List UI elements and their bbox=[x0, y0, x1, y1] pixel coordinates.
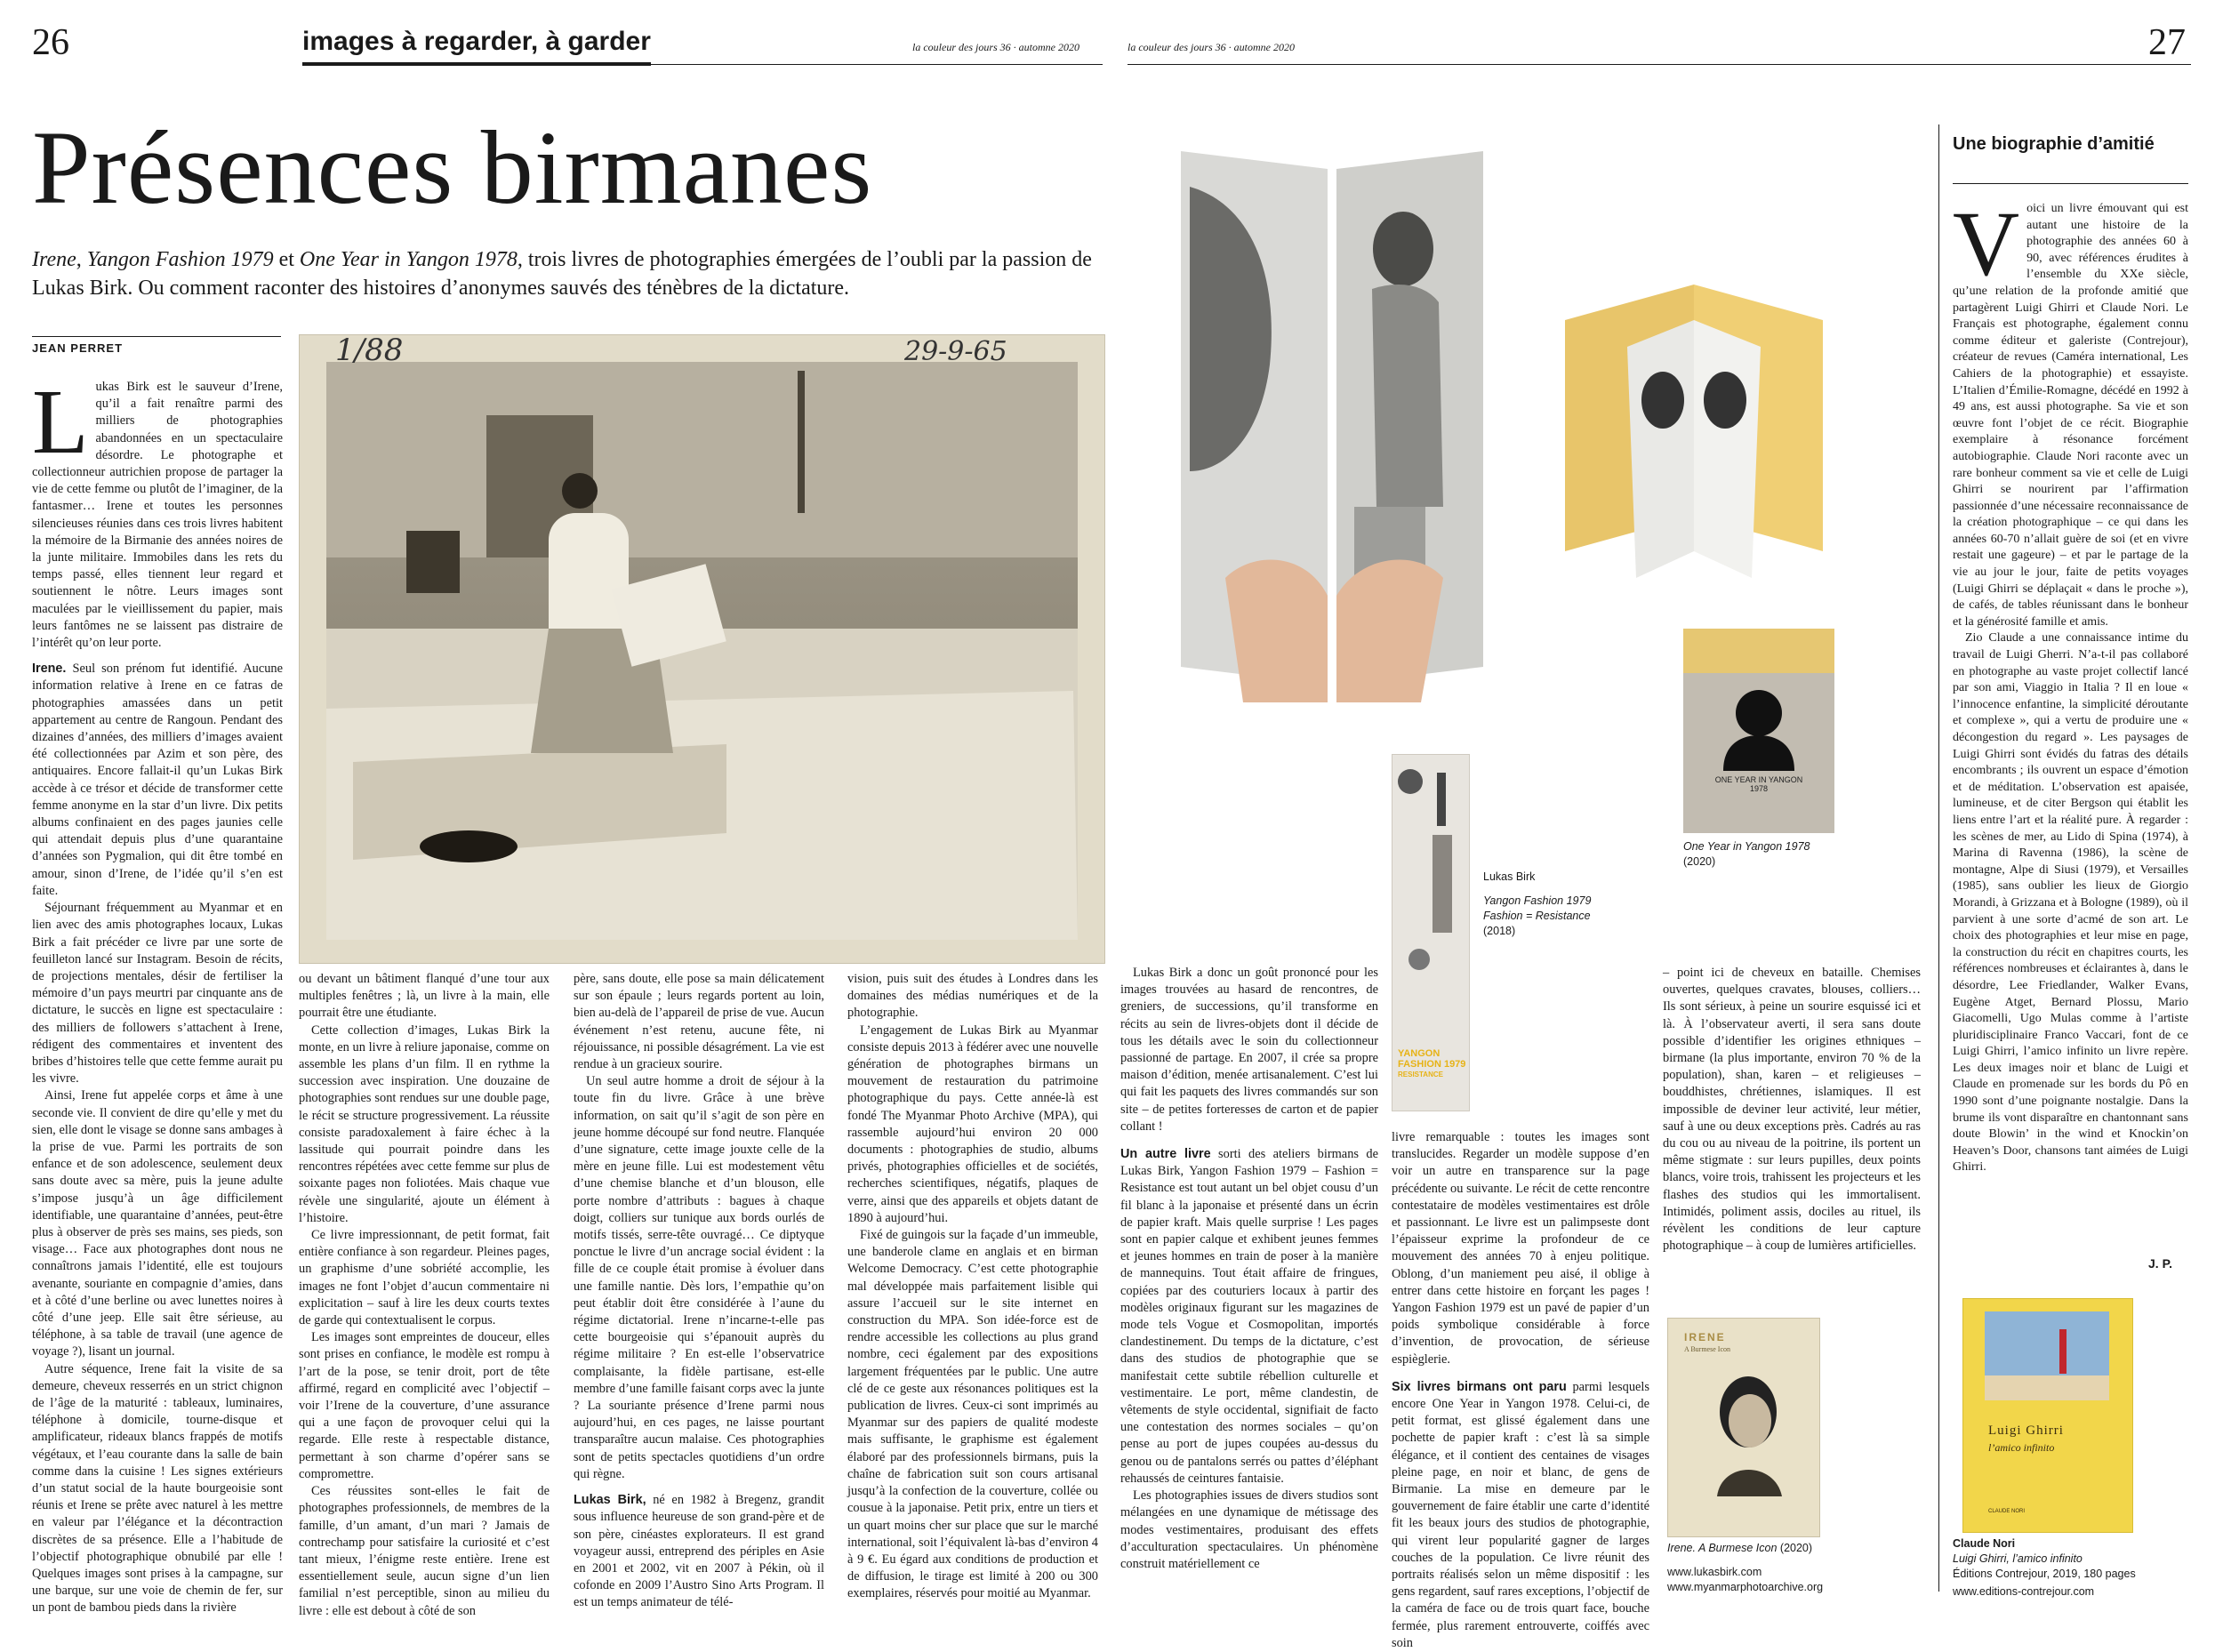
article-column-6 bbox=[1392, 1129, 1649, 1650]
page-number-left: 26 bbox=[32, 22, 69, 63]
irene-photo-frame bbox=[299, 334, 1105, 964]
paragraph: ukas Birk est le sauveur d’Irene, qu’il a fait renaître parmi des milliers de photographies abandonnées en un spectaculaire désordre. Le photographe et collectionneur autrichien propose de partager la vie de cette femme ou plutôt de l’imaginer, de la fantasmer… Irene et toutes les personnes silencieuses réunies dans ces trois livres habitent la mémoire de la Birmanie des années noires de la junte militaire. Immobiles dans les rets du temps passé, elles tiennent leur regard et soutiennent le nôtre. Leurs images sont maculées par le vieillissement du papier, mais leurs fantômes ne se laissent pas distraire de l’intérêt qu’on leur porte. bbox=[32, 380, 283, 651]
ghirri-caption bbox=[1953, 1536, 2193, 1582]
ghirri-cover-image bbox=[1985, 1311, 2109, 1400]
article-column-4 bbox=[847, 971, 1098, 1601]
irene-photo bbox=[300, 335, 1104, 963]
oneyear-open-book-image bbox=[1547, 267, 1841, 605]
paragraph: Fixé de guingois sur la façade d’un immeuble, une banderole clame en anglais et en birman Welcome Democracy. C’est cette photographie mal développée mais parfaitement lisible qui assure l’accueil sur le site internet en construction du MPA. Son idée-force est de rendre accessible les collections au plus grand nombre, ceci également par des expositions largement fréquentées par le public. Une autre clé de ce geste aux résonances politiques est la publication de livres. Ceux-ci sont imprimés au Myanmar sur des papiers de qualité modeste mais suffisante, le graphisme est également élaboré par des professionnels birmans, puis la chaîne de fabrication suit son cours artisanal jusqu’à la confection de la couverture, collée ou cousue à la japonaise. Petit prix, entre un tiers et un quart moins cher sur place que sur le marché international, soit l’équivalent là-bas d’environ 4 à 9 €. Eu égard aux conditions de production et de diffusion, le tirage est limité à 200 ou 300 exemplaires, réservés pour moitié au Myanmar. bbox=[847, 1228, 1098, 1601]
paragraph: oici un livre émouvant qui est autant une histoire de la photographie des années 60 à 90, avec références érudites à l’ensemble du XXe siècle, qu’une relation de la profonde amitié que partagèrent Luigi Ghirri et Claude Nori. Le Français est photographe, également connu comme éditeur et galeriste (Contrejour), créateur de revues (Caméra international, Les Cahiers de la photographie) et essayiste. L’Italien d’Émilie-Romagne, décédé en 1992 à 49 ans, est aussi photographe. Sa vie et son œuvre font l’objet de ce récit. Biographie exemplaire à résonance forcément autobiographie. Claude Nori raconte avec un rare bonheur comment sa vie et celle de Luigi Ghirri se nourirent par l’affirmation passionnée d’une nécessaire reconnaissance de la création photographique – ce qui dans les années 60-70 n’allait guère de soi (et en vivre restait une gageure) – et par le partage de la vie au jour le jour, faite de petits voyages (Luigi Ghirri se déplaçait « dans le proche »), de cafés, de tables réunissant dans le bonheur et la générosité famille et amis. bbox=[1953, 202, 2188, 629]
irene-cover-subtitle: A Burmese Icon bbox=[1684, 1345, 1730, 1353]
sidebar-title: Une biographie d’amitié bbox=[1953, 134, 2155, 154]
paragraph: Ainsi, Irene fut appelée corps et âme à une seconde vie. Il convient de dire qu’elle y met du sien, elle dont le visage se donne sans ambages à la prise de vue. Parmi les portraits de son enfance et de son adolescence, seulement deux sans doute avec sa mère, puis la jeune adulte s’impose jusqu’à un âge difficilement identifiable, une quarantaine d’années, peut-être plus à observer de près ses mains, ses pieds, son visage… Face aux photographes dont nous ne connaîtrons jamais l’identité, elle est toujours avenante, souriante en compagnie d’amies, dans et à côté d’une berline ou avec lunettes noires à côté d’une jeep. Elle sait être sérieuse, au téléphone, à sa table de travail (une agence de voyage ?), lisant un journal. bbox=[32, 1088, 283, 1359]
paragraph: Les photographies issues de divers studios sont mélangées en une dynamique de métissage des modes vestimentaires, produisant des effets d’acculturation spectaculaires. Un phénomène construit matériellement ce bbox=[1120, 1488, 1378, 1571]
paragraph: Séjournant fréquemment au Myanmar et en lien avec des amis photographes locaux, Lukas Birk a fait précéder ce livre par une sorte de feuilleton lancé sur Instagram. Besoin de récits, de projections mentales, désir de fertiliser la mémoire d’un pays meurtri par cinquante ans de dictature, le succès en ligne est spectaculaire : des milliers de followers s’attachent à Irene, rédigent des commentaires et inventent des bribes d’histoires telle que cette femme aurait pu les vivre. bbox=[32, 901, 283, 1087]
magazine-header-right: la couleur des jours 36 · automne 2020 bbox=[1128, 41, 1295, 53]
fashion-cover-image bbox=[1392, 755, 1469, 1039]
oneyear-caption bbox=[1683, 839, 1852, 870]
article-column-1 bbox=[32, 371, 283, 1616]
paragraph: vision, puis suit des études à Londres dans les domaines des médias numériques et de la photographie. bbox=[847, 972, 1098, 1021]
paragraph: Lukas Birk a donc un goût prononcé pour les images trouvées au hasard de rencontres, de greniers, de successions, qu’il transforme en récits au sein de livres-objets dont il décide de tous les détails avec le soin du collectionneur passionné de partage. En 2007, il crée sa propre maison d’édition, menée artisanalement. C’est lui qui fait les paquets des livres commandés sur son site – de petites forteresses de carton et de papier collant ! bbox=[1120, 966, 1378, 1134]
sidebar-divider bbox=[1938, 124, 1939, 1592]
paragraph: né en 1982 à Bregenz, grandit sous influence heureuse de son grand-père et de son père, cinéastes explorateurs. Il est grand voyageur aussi, entreprend des périples en Asie en 2001 et 2002, vit en 2007 à Pékin, où il cofonde en 2009 l’Austro Sino Arts Program. Il est un temps animateur de télé- bbox=[574, 1493, 824, 1610]
paragraph: – point ici de cheveux en bataille. Chemises ouvertes, quelques cravates, blouses, colliers… Ils sont sérieux, à peine un sourire esquissé ici et là. À l’observateur averti, il sera sans doute possible d’identifier les origines ethniques – birmane (la plus importante, environ 70 % de la population), shan, karen – et religieuses – bouddhistes, chrétiennes, islamiques. Il est impossible de deviner leur activité, leur métier, sauf à une ou deux exceptions près. Cadrés au ras du cou ou au niveau de la poitrine, ils portent un même stigmate : sur leurs pupilles, deux points blancs, voire trois, trahissent les projecteurs et les flashes des studios qui les immortalisent. Intimidés, poliment assis, dociles au rituel, ils révèlent les conditions de leur capture photographique – à coup de lumières artificielles. bbox=[1663, 966, 1921, 1254]
byline-rule bbox=[32, 336, 281, 337]
article-column-2 bbox=[299, 971, 550, 1618]
lead-text-2: et bbox=[273, 248, 300, 271]
url-contrejour[interactable]: www.editions-contrejour.com bbox=[1953, 1585, 2095, 1598]
paragraph-lead: Un autre livre bbox=[1120, 1147, 1211, 1162]
fashion-cover-line-1: YANGON bbox=[1398, 1048, 1441, 1059]
article-column-7 bbox=[1663, 965, 1921, 1285]
paragraph: Un seul autre homme a droit de séjour à la toute fin du livre. Grâce à une brève information, on sait qu’il s’agit de son père en jeune homme découpé sur fond neutre. Flanquée d’une signature, cette image jouxte celle de la mère en jeune fille. Lui est modestement vêtu d’une chemise blanche et d’un blouson, elle porte nombre d’attributs : bagues à chaque doigt, colliers sur tunique aux bords ourlés de motifs tissés, serre-tête ouvragé… Ce diptyque ponctue le livre d’un ancrage social évident : la fille de ce couple était promise à évoluer dans une famille nantie. Dès lors, l’empathie qu’on peut établir doit être considérée à l’aune du régime dictatorial. Irene n’incarne-t-elle pas cette bourgeoisie qui s’épanouit auprès du régime militaire ? En est-elle l’observatrice complaisante, la fidèle partisane, est-elle membre d’une famille faisant corps avec la junte ? La souriante présence d’Irene parmi nous aujourd’hui, en ces pages, ne laisse pourtant transparaître aucun malaise. Ces photographies sont de petits spectacles quotidiens d’un ordre qui règne. bbox=[574, 1074, 824, 1481]
url-myanmarphotoarchive[interactable]: www.myanmarphotoarchive.org bbox=[1667, 1581, 1824, 1593]
page-number-right: 27 bbox=[2148, 22, 2186, 63]
url-lukasbirk[interactable]: www.lukasbirk.com bbox=[1667, 1566, 1762, 1578]
header-rule-left bbox=[302, 64, 1103, 65]
paragraph: Seul son prénom fut identifié. Aucune information relative à Irene en ce fatras de photographies amassées dans un petit appartement au centre de Rangoun. Pendant des dizaines d’années, des milliers d’images avaient été collectionnées par Azim et son père, des antiquaires. Encore fallait-il qu’un Lukas Birk accède à ce trésor et décide de transformer cette femme anonyme en la star d’un livre. Dix petits albums confinaient en des pages jaunies celle qui attendait depuis plus d’une quarantaine d’années son Pygmalion, qui dit être tombé en amour, sinon d’Irene, de l’idée qu’il s’en est faite. bbox=[32, 662, 283, 898]
magazine-header-left: la couleur des jours 36 · automne 2020 bbox=[912, 41, 1079, 53]
fashion-book-photo bbox=[1172, 133, 1492, 702]
handwriting-right: 29-9-65 bbox=[904, 336, 1007, 367]
paragraph: parmi lesquels encore One Year in Yangon 1978. Celui-ci, de petit format, est glissé également dans une pochette de papier kraft : c’est là sa simple élégance, et il contient des centaines de visages pleine page, en noir et blanc, de gens de Birmanie. La mise en demeure par le gouvernement de faire établir une carte d’identité fit les beaux jours des studios de photographie, qui virent leur popularité gagner de larges couches de la population. Ce livre réunit des portraits réalisés selon un même dispositif : les gens regardent, sauf rares exceptions, l’objectif de la caméra de face ou de trois quart face, bouche fermée, plus rarement entrouverte, coiffés avec soin bbox=[1392, 1379, 1649, 1650]
caption-publisher: Éditions Contrejour, 2019, 180 pages bbox=[1953, 1568, 2136, 1580]
caption-subtitle: Fashion = Resistance bbox=[1483, 910, 1591, 922]
paragraph: Ce livre impressionnant, de petit format, fait entière confiance à son regardeur. Pleines pages, un graphisme d’une sobriété accomplie, les images ne font l’objet d’aucun commentaire ni explicitation – sauf à lire les deux courts textes de garde qui contextualisent le corpus. bbox=[299, 1228, 550, 1328]
ghirri-book-cover bbox=[1962, 1298, 2133, 1533]
section-rubric: images à regarder, à garder bbox=[302, 27, 651, 66]
article-title: Présences birmanes bbox=[32, 109, 873, 226]
paragraph: ou devant un bâtiment flanqué d’une tour aux multiples fenêtres ; là, un livre à la main, elle pourrait être une étudiante. bbox=[299, 972, 550, 1021]
paragraph: Ces réussites sont-elles le fait de photographes professionnels, de membres de la famille, d’un amant, d’un mari ? Jamais de contrechamp pour satisfaire la curiosité et c’est tant mieux, l’énigme reste entière. Irene est essentiellement seule, aucun signe d’un lien familial n’est perceptible, sinon au milieu du livre : elle est debout à côté de son bbox=[299, 1484, 550, 1618]
irene-caption bbox=[1667, 1541, 1863, 1556]
ghirri-cover-title: Luigi Ghirri bbox=[1988, 1423, 2064, 1438]
lead-book-oneyear: One Year in Yangon 1978 bbox=[299, 248, 518, 271]
paragraph: L’engagement de Lukas Birk au Myanmar consiste depuis 2013 à fédérer avec une nouvelle génération de photographes birmans un mouvement de restauration du patrimoine photographique du pays. Cette année-là est fondé The Myanmar Photo Archive (MPA), qui rassemble aujourd’hui environ 20 000 documents : photographies de studio, albums privés, photographies officielles et de sociétés, recherches scientifiques, négatifs, plaques de verre, ainsi que des appareils et objets datant de 1890 à aujourd’hui. bbox=[847, 1022, 1098, 1225]
fashion-caption bbox=[1483, 870, 1661, 939]
fashion-cover-line-3: RESISTANCE bbox=[1398, 1071, 1443, 1079]
caption-author: Claude Nori bbox=[1953, 1537, 2016, 1550]
header-rule-right bbox=[1128, 64, 2191, 65]
oneyear-sleeve bbox=[1683, 673, 1834, 833]
paragraph: Zio Claude a une connaissance intime du travail de Luigi Gherri. N’a-t-il pas collaboré en photographe au vaste projet collectif lancé par son ami, Viaggio in Italia ? Il en loue « l’innocence enfantine, la simplicité déroutante et complexe », qui a vertu de produire une « décongestion du regard ». Les paysages de Luigi Ghirri sont évidés du fatras des détails encombrants ; ils ouvrent un espace d’émotion et de méditation. L’observation est apaisée, lumineuse, et de citer Bergson qui établit les liens entre l’art et la réalité pure. À regarder : les scènes de mer, au Lido di Spina (1974), à Marina di Ravenna (1986), la scène de montagne, Alpe di Siusi (1979), et Versailles (1985), sans oublier les lieux de Giorgio Morandi, à Grizzana et à Bologne (1989), où il parvient à une sorte d’acmé de son art. Le choix des photographies et leur mise en page, la construction du récit en chapitres courts, les références nombreuses et éclairantes à, dans le désordre, Lee Friedlander, Walker Evans, Eugène Atget, Bernard Plossu, Mario Giacomelli, Ugo Mulas comme à l’artiste pluridisciplinaire Franco Vaccari, font de ce Luigi Ghirri, l’amico infinito un livre repère. Les deux images noir et blanc de Luigi et Claude en promenade sur les bords du Pô en 1990 sont d’une poignante nostalgie. Dans la brume ils vont disparaître en chantonnant sans doute Blowin’ in the wind et Knockin’on Heaven’s Door, chansons tant aimées de Luigi Ghirri. bbox=[1953, 631, 2188, 1175]
irene-portrait bbox=[1668, 1319, 1819, 1536]
silhouette-icon bbox=[1683, 673, 1834, 771]
paragraph: père, sans doute, elle pose sa main délicatement sur son épaule ; leurs regards portent au loin, bien au-delà de l’appareil de prise de vue. Aucun événement n’est retenu, aucune fête, ni réjouissance, ni possible désagrément. La vie est rendue à un gracieux sourire. bbox=[574, 972, 824, 1072]
lead-book-fashion: Yangon Fashion 1979 bbox=[86, 248, 274, 271]
paragraph: sorti des ateliers birmans de Lukas Birk, Yangon Fashion 1979 – Fashion = Resistance est tout autant un bel objet cousu d’un fil blanc à la japonaise et présenté dans un écrin de papier kraft. Mais quelle surprise ! Les pages sont en papier calque et exhibent jeunes femmes et jeunes hommes en train de poser à la manière de mannequins. Tout était affaire de fringues, copiées par des couturiers locaux à partir des modèles originaux figurant sur les magazines de mode tels Vogue et Cosmopolitan, importés clandestinement. Du temps de la dictature, c’est dans des studios de photographie que se manifestait cette subtile rébellion culturelle et vestimentaire. Le port, même clandestin, de vêtements de style occidental, signifiait de facto une contestation des normes sociales – qu’on pense au port de jupes coupées au-dessus du genou ou de pantalons serrés ou pattes d’éléphant rehaussés de ceintures fantaisie. bbox=[1120, 1147, 1378, 1486]
paragraph: Les images sont empreintes de douceur, elles sont prises en confiance, le modèle est rompu à l’art de la pose, se tenir droit, port de tête affirmé, regard en complicité avec l’objectif – voir l’Irene de la couverture, d’une assurance qui a une façon de provoquer celui qui la regarde. Elle reste à respectable distance, permettant à son charme d’opérer sans se compromettre. bbox=[299, 1330, 550, 1481]
caption-year: (2020) bbox=[1683, 855, 1716, 868]
lead-text-3: , trois livres de photographies émergées de l’oubli par la passion de Lukas Birk. Ou comment raconter des histoires d’anonymes sauvés des ténèbres de la dictature. bbox=[32, 248, 1092, 300]
caption-title: Luigi Ghirri, l’amico infinito bbox=[1953, 1552, 2083, 1565]
oneyear-cover-year: 1978 bbox=[1749, 784, 1769, 793]
irene-book-cover bbox=[1667, 1318, 1820, 1537]
fashion-book-image bbox=[1172, 133, 1492, 702]
paragraph-lead: Lukas Birk, bbox=[574, 1493, 646, 1508]
oneyear-cover-photo bbox=[1683, 629, 1834, 833]
dropcap: L bbox=[32, 371, 89, 473]
caption-year: (2018) bbox=[1483, 925, 1516, 937]
lead-book-irene: Irene bbox=[32, 248, 76, 271]
byline: JEAN PERRET bbox=[32, 341, 124, 355]
article-column-5 bbox=[1120, 965, 1378, 1596]
sidebar-title-rule bbox=[1953, 183, 2188, 184]
paragraph: livre remarquable : toutes les images sont translucides. Regarder un modèle suppose d’en voir un autre en transparence sur la page précédente ou suivante. Le récit de cette rencontre contestataire de modèles vestimentaires est drôle et passionnant. Le livre est un palimpseste dont l’épaisseur exprime la profondeur de ce mouvement des années 70 à enjeu politique. Oblong, d’un maniement peu aisé, il oblige à entrer dans cette histoire en forçant les pages ! Yangon Fashion 1979 est un pavé de papier d’un poids symbolique considérable à force d’invention, de provocation, de sérieuse espièglerie. bbox=[1392, 1130, 1649, 1367]
sidebar-signature: J. P. bbox=[2148, 1256, 2172, 1271]
caption-title: One Year in Yangon 1978 bbox=[1683, 840, 1810, 853]
oneyear-cover-title: ONE YEAR IN YANGON bbox=[1714, 775, 1803, 784]
caption-year: (2020) bbox=[1777, 1542, 1813, 1554]
paragraph: Autre séquence, Irene fait la visite de sa demeure, cheveux resserrés en un strict chignon de l’âge de la maturité : tableaux, luminaires, téléphone à domicile, tourne-disque et amplificateur, rideaux blancs frappés de motifs végétaux, et l’eau courante dans la salle de bain comme dans la cuisine ! Les signes extérieurs d’un statut social de la haute bourgeoisie sont réunis et Irene se prête avec naturel à les mettre en valeur par l’élégance et la décontraction discrètes de sa présence. Elle a l’habitude de l’objectif photographique obnubilé par elle ! Quelques images sont prises à la campagne, sur une barque, sur une voie de chemin de fer, sur un pont de bambou pieds dans la rivière bbox=[32, 1361, 283, 1616]
paragraph-lead: Irene. bbox=[32, 662, 67, 677]
irene-cover-title: IRENE bbox=[1684, 1331, 1726, 1343]
oneyear-open-book-photo bbox=[1547, 267, 1841, 605]
handwriting-left: 1/88 bbox=[335, 333, 404, 368]
paragraph: Cette collection d’images, Lukas Birk la monte, en un livre à reliure japonaise, comme on assemble les plans d’un film. Il en rythme la succession avec inspiration. Une douzaine de photographies sont rendues sur une double page, le récit se structure progressivement. La réussite consiste paradoxalement à faire échec à la lassitude qui pourrait poindre dans les rencontres répétées avec cette femme sur plus de soixante pages non foliotées. Mais chaque vue révèle une singularité, ajoute un élément à l’histoire. bbox=[299, 1022, 550, 1225]
sidebar-text bbox=[1953, 193, 2188, 1254]
paragraph-lead: Six livres birmans ont paru bbox=[1392, 1379, 1567, 1394]
ghirri-cover-author: CLAUDE NORI bbox=[1988, 1509, 2026, 1514]
sidebar-dropcap: V bbox=[1953, 193, 2020, 295]
ghirri-cover-subtitle: l’amico infinito bbox=[1988, 1441, 2055, 1454]
lead-text-1: , bbox=[76, 248, 87, 271]
caption-title: Yangon Fashion 1979 bbox=[1483, 894, 1592, 907]
fashion-book-cover bbox=[1392, 754, 1470, 1111]
article-lead bbox=[32, 245, 1117, 302]
caption-title: Irene. A Burmese Icon bbox=[1667, 1542, 1778, 1554]
article-column-3 bbox=[574, 971, 824, 1610]
fashion-cover-line-2: FASHION 1979 bbox=[1398, 1059, 1466, 1070]
caption-author: Lukas Birk bbox=[1483, 870, 1536, 883]
